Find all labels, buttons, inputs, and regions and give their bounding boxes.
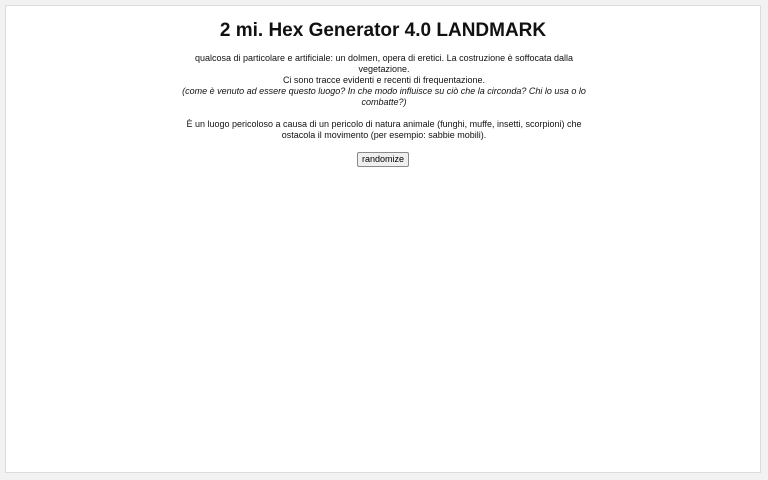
page-container — [5, 5, 761, 473]
button-row — [6, 149, 760, 167]
landmark-traces: Ci sono tracce evidenti e recenti di frequentazione. — [282, 75, 486, 85]
landmark-description: qualcosa di particolare e artificiale: un dolmen, opera di eretici. La costruzione è soffocata dalla vegetazione. — [194, 53, 574, 74]
landmark-text — [182, 53, 586, 141]
page-title: 2 mi. Hex Generator 4.0 LANDMARK — [219, 20, 547, 41]
landmark-questions: (come è venuto ad essere questo luogo? In che modo influisce su ciò che la circonda? Chi lo usa o lo combatte?) — [182, 86, 586, 107]
randomize-button[interactable]: randomize — [357, 152, 409, 167]
paragraph-spacer — [182, 108, 586, 119]
landmark-danger: È un luogo pericoloso a causa di un pericolo di natura animale (funghi, muffe, insetti, scorpioni) che ostacola il movimento (per esempio: sabbie mobili). — [186, 119, 582, 140]
